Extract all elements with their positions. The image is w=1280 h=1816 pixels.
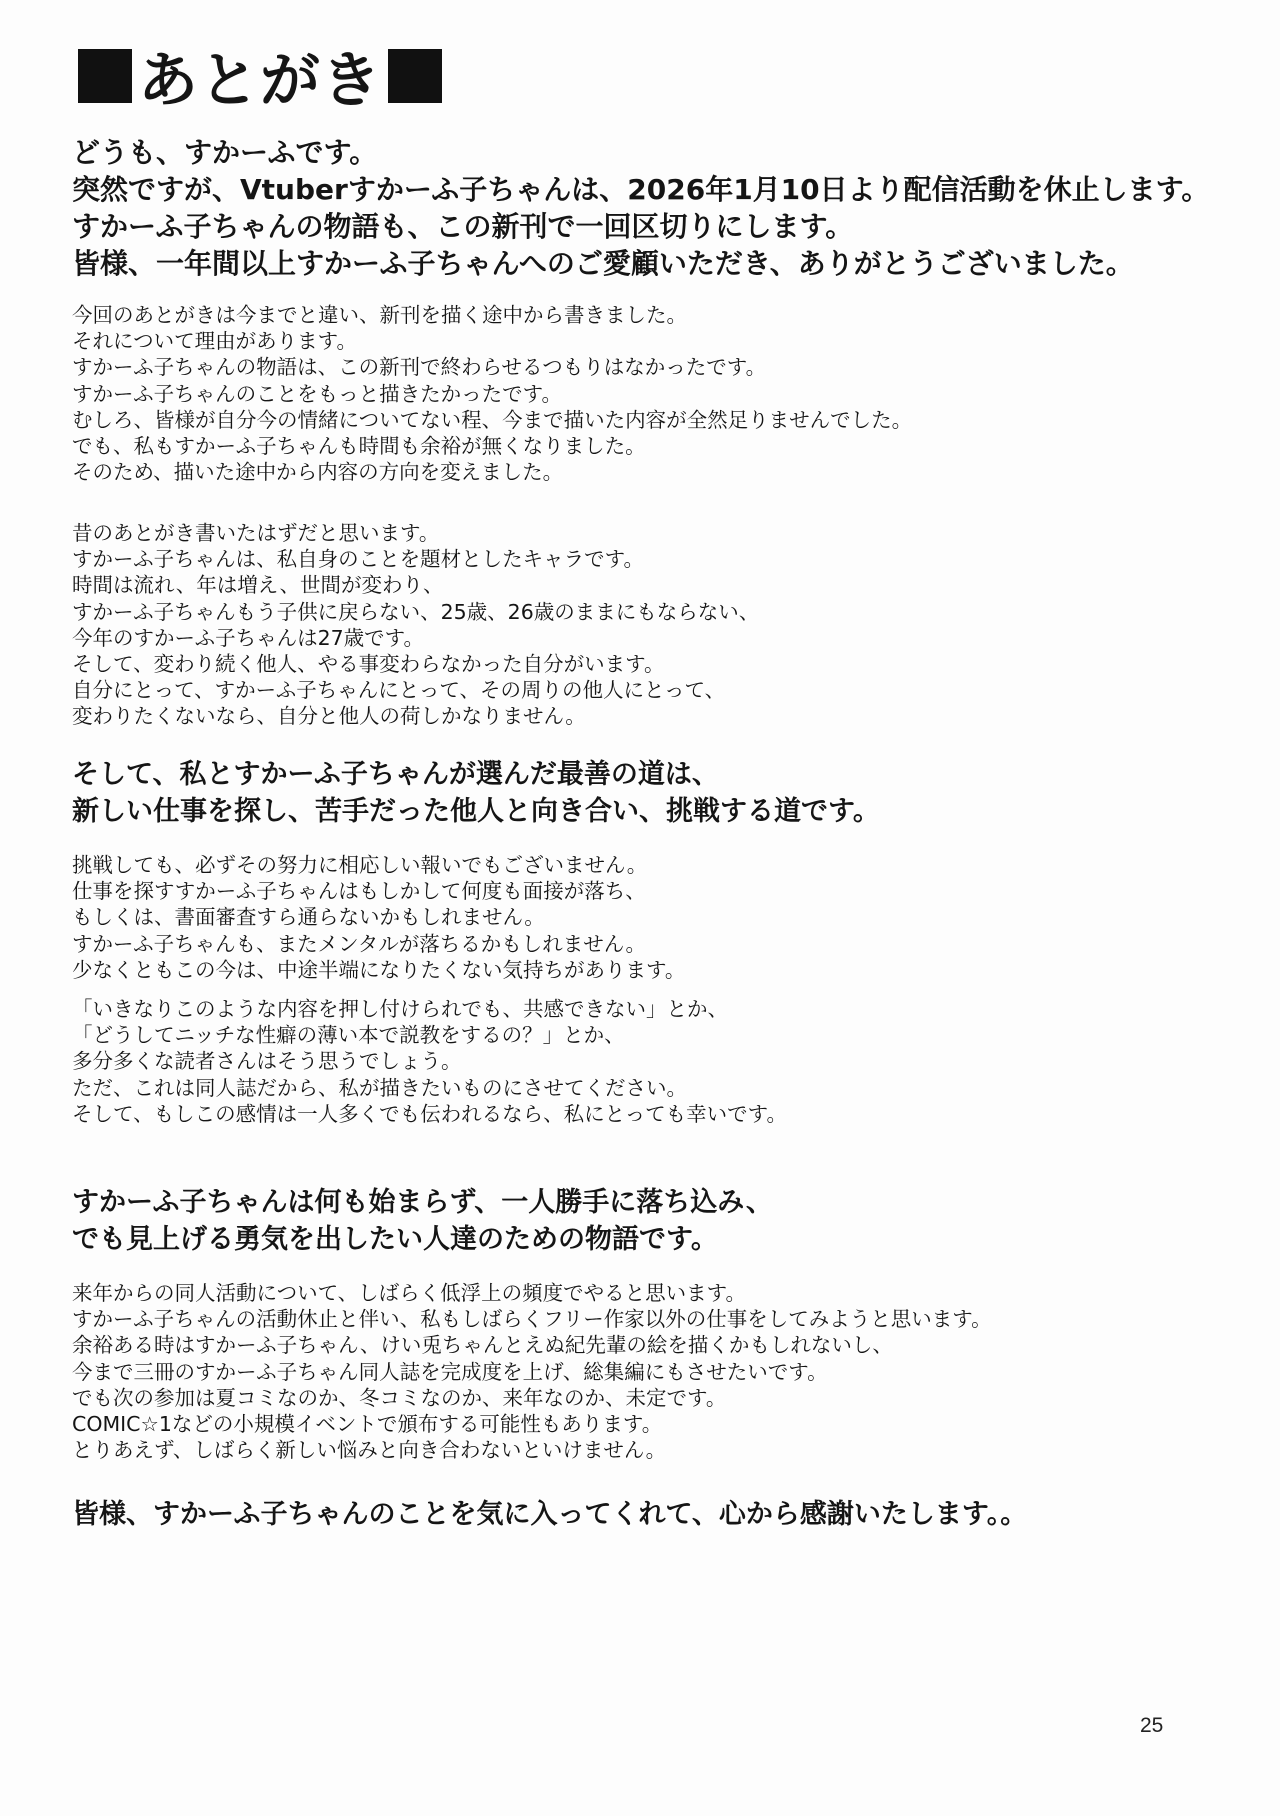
text-line: 今年のすかーふ子ちゃんは27歳です。 bbox=[72, 625, 425, 650]
closing-line: 皆様、すかーふ子ちゃんのことを気に入ってくれて、心から感謝いたします。。 bbox=[72, 1499, 1028, 1530]
text-line: すかーふ子ちゃんの物語は、この新刊で終わらせるつもりはなかったです。 bbox=[72, 355, 767, 380]
text-line: 多分多くな読者さんはそう思うでしょう。 bbox=[72, 1049, 462, 1074]
text-line: でも次の参加は夏コミなのか、冬コミなのか、来年なのか、未定です。 bbox=[72, 1385, 727, 1410]
text-line: そのため、描いた途中から内容の方向を変えました。 bbox=[72, 460, 564, 485]
text-line: COMIC☆1などの小規模イベントで頒布する可能性もあります。 bbox=[72, 1412, 663, 1437]
emphasis-2 bbox=[72, 1184, 1222, 1258]
text-line: そして、もしこの感情は一人多くでも伝われるなら、私にとっても幸いです。 bbox=[72, 1101, 788, 1126]
text-line: それについて理由があります。 bbox=[72, 329, 357, 354]
emphasis-line: 新しい仕事を探し、苦手だった他人と向き合い、挑戦する道です。 bbox=[72, 796, 880, 827]
text-line: とりあえず、しばらく新しい悩みと向き合わないといけません。 bbox=[72, 1438, 667, 1463]
closing-section bbox=[72, 1496, 1222, 1533]
text-line: すかーふ子ちゃんは、私自身のことを題材としたキャラです。 bbox=[72, 547, 644, 572]
paragraph-5 bbox=[72, 1280, 1222, 1463]
text-line: すかーふ子ちゃんのことをもっと描きたかったです。 bbox=[72, 381, 562, 406]
text-line: 少なくともこの今は、中途半端になりたくない気持ちがあります。 bbox=[72, 957, 686, 982]
text-line: すかーふ子ちゃんの活動休止と伴い、私もしばらくフリー作家以外の仕事をしてみようと思います。 bbox=[72, 1307, 992, 1332]
lead-section bbox=[72, 134, 1222, 282]
text-line: 時間は流れ、年は増え、世間が変わり、 bbox=[72, 573, 444, 598]
emphasis-line: でも見上げる勇気を出したい人達のための物語です。 bbox=[72, 1224, 718, 1255]
text-line: 今まで三冊のすかーふ子ちゃん同人誌を完成度を上げ、総集編にもさせたいです。 bbox=[72, 1359, 828, 1384]
text-line: でも、私もすかーふ子ちゃんも時間も余裕が無くなりました。 bbox=[72, 434, 646, 459]
text-line: すかーふ子ちゃんも、またメンタルが落ちるかもしれません。 bbox=[72, 931, 646, 956]
text-line: 「どうしてニッチな性癖の薄い本で説教をするの？」とか、 bbox=[72, 1023, 625, 1048]
text-line: 変わりたくないなら、自分と他人の荷しかなりません。 bbox=[72, 704, 586, 729]
text-line: 余裕ある時はすかーふ子ちゃん、けい兎ちゃんとえぬ紀先輩の絵を描くかもしれないし、 bbox=[72, 1333, 893, 1358]
paragraph-1 bbox=[72, 302, 1222, 485]
text-line: 昔のあとがき書いたはずだと思います。 bbox=[72, 521, 440, 545]
text-line: 「いきなりこのような内容を押し付けられでも、共感できない」とか、 bbox=[72, 997, 728, 1021]
emphasis-line: すかーふ子ちゃんは何も始まらず、一人勝手に落ち込み、 bbox=[72, 1187, 773, 1218]
text-line: 挑戦しても、必ずその努力に相応しい報いでもございません。 bbox=[72, 853, 648, 877]
lead-line: どうも、すかーふです。 bbox=[72, 136, 378, 169]
page-title bbox=[72, 38, 448, 114]
paragraph-2 bbox=[72, 520, 1222, 730]
text-line: 来年からの同人活動について、しばらく低浮上の頻度でやると思います。 bbox=[72, 1281, 747, 1305]
title-text: あとがき bbox=[138, 46, 382, 116]
paragraph-4 bbox=[72, 996, 1222, 1127]
emphasis-1 bbox=[72, 756, 1222, 830]
text-line: 自分にとって、すかーふ子ちゃんにとって、その周りの他人にとって、 bbox=[72, 678, 726, 703]
lead-line: 突然ですが、Vtuberすかーふ子ちゃんは、2026年1月10日より配信活動を休止します。 bbox=[72, 173, 1210, 206]
text-line: すかーふ子ちゃんもう子供に戻らない、25歳、26歳のままにもならない、 bbox=[72, 599, 760, 624]
paragraph-3 bbox=[72, 852, 1222, 983]
text-line: もしくは、書面審査すら通らないかもしれません。 bbox=[72, 905, 545, 930]
lead-line: すかーふ子ちゃんの物語も、この新刊で一回区切りにします。 bbox=[72, 210, 854, 243]
text-line: 今回のあとがきは今までと違い、新刊を描く途中から書きました。 bbox=[72, 303, 687, 327]
text-line: ただ、これは同人誌だから、私が描きたいものにさせてください。 bbox=[72, 1075, 687, 1100]
black-square-right bbox=[388, 49, 442, 103]
text-line: むしろ、皆様が自分今の情緒についてない程、今まで描いた内容が全然足りませんでした。 bbox=[72, 407, 913, 432]
lead-line: 皆様、一年間以上すかーふ子ちゃんへのご愛顧いただき、ありがとうございました。 bbox=[72, 247, 1134, 280]
black-square-left bbox=[78, 49, 132, 103]
emphasis-line: そして、私とすかーふ子ちゃんが選んだ最善の道は、 bbox=[72, 759, 719, 790]
text-line: 仕事を探すすかーふ子ちゃんはもしかして何度も面接が落ち、 bbox=[72, 879, 646, 904]
text-line: そして、変わり続く他人、やる事変わらなかった自分がいます。 bbox=[72, 652, 665, 677]
page-number: 25 bbox=[1140, 1714, 1164, 1737]
